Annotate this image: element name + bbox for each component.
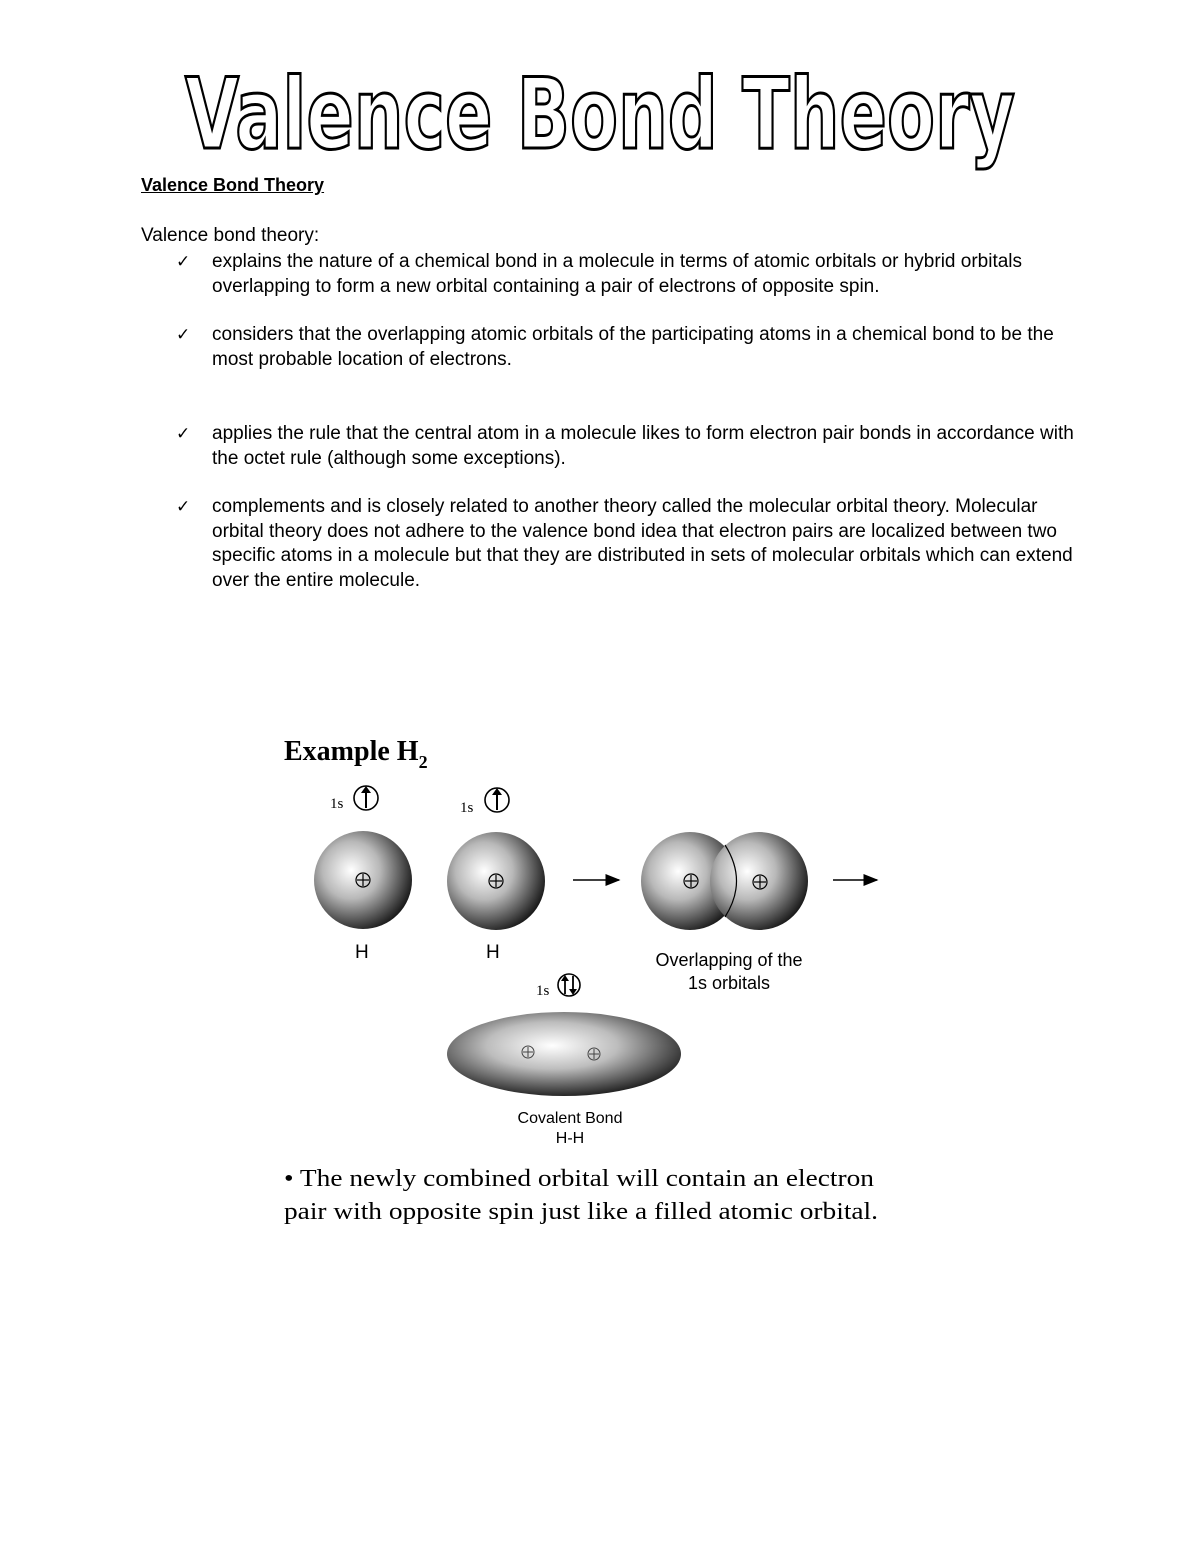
overlap-caption: Overlapping of the [655, 950, 803, 970]
atom-label: H [355, 942, 369, 963]
check-icon: ✓ [176, 424, 191, 444]
atom-label: H [486, 942, 500, 963]
bullet-list [176, 250, 1076, 593]
check-icon: ✓ [176, 325, 191, 345]
nucleus-icon [356, 873, 370, 887]
bond-caption: H-H [555, 1130, 585, 1147]
conclusion-text: • The newly combined orbital will contain an electron [284, 1166, 874, 1192]
nucleus-icon [489, 874, 503, 888]
list-item [176, 495, 1076, 593]
spin-up-icon [485, 788, 509, 812]
orbital-label: 1s [460, 800, 474, 816]
overlapping-orbital [710, 832, 808, 930]
bullet-text: explains the nature of a chemical bond in a molecule in terms of atomic orbitals or hybrid orbitals overlapping to form a new orbital containing a pair of electrons of opposite spin. [212, 251, 1023, 297]
section-heading: Valence Bond Theory [141, 175, 325, 195]
nucleus-icon [753, 875, 767, 889]
intro-text: Valence bond theory: [141, 225, 320, 246]
nucleus-icon [522, 1046, 534, 1058]
figure-title: Example $H_2$ [284, 736, 428, 772]
conclusion-text: pair with opposite spin just like a filled atomic orbital. [284, 1199, 878, 1225]
bond-caption: Covalent Bond [517, 1110, 623, 1127]
spin-up-icon [354, 786, 378, 810]
nucleus-icon [588, 1048, 600, 1060]
bullet-text: considers that the overlapping atomic orbitals of the participating atoms in a chemical bond to be the most probable location of electrons. [212, 324, 1054, 370]
list-item [176, 323, 1076, 372]
list-item [176, 250, 1076, 299]
orbital-label: 1s [330, 796, 344, 812]
bullet-text: complements and is closely related to another theory called the molecular orbital theory. Molecular orbital theory does not adhere to the valence bond idea that electron pairs are localized between two specific atoms in a molecule but that they are distributed in sets of molecular orbitals which can extend over the entire molecule. [212, 496, 1073, 591]
banner-title-text: Valence Bond Theory [185, 58, 1015, 172]
check-icon: ✓ [176, 497, 191, 517]
overlap-caption: 1s orbitals [687, 973, 771, 993]
list-item [176, 422, 1076, 471]
covalent-bond-orbital [447, 1012, 681, 1096]
nucleus-icon [684, 874, 698, 888]
check-icon: ✓ [176, 252, 191, 272]
h2-orbital-diagram [270, 720, 910, 1240]
spin-pair-icon [558, 974, 580, 996]
orbital-label: 1s [536, 983, 550, 999]
bullet-text: applies the rule that the central atom in a molecule likes to form electron pair bonds in accordance with the octet rule (although some exceptions). [212, 423, 1074, 469]
banner-title [175, 52, 1025, 182]
